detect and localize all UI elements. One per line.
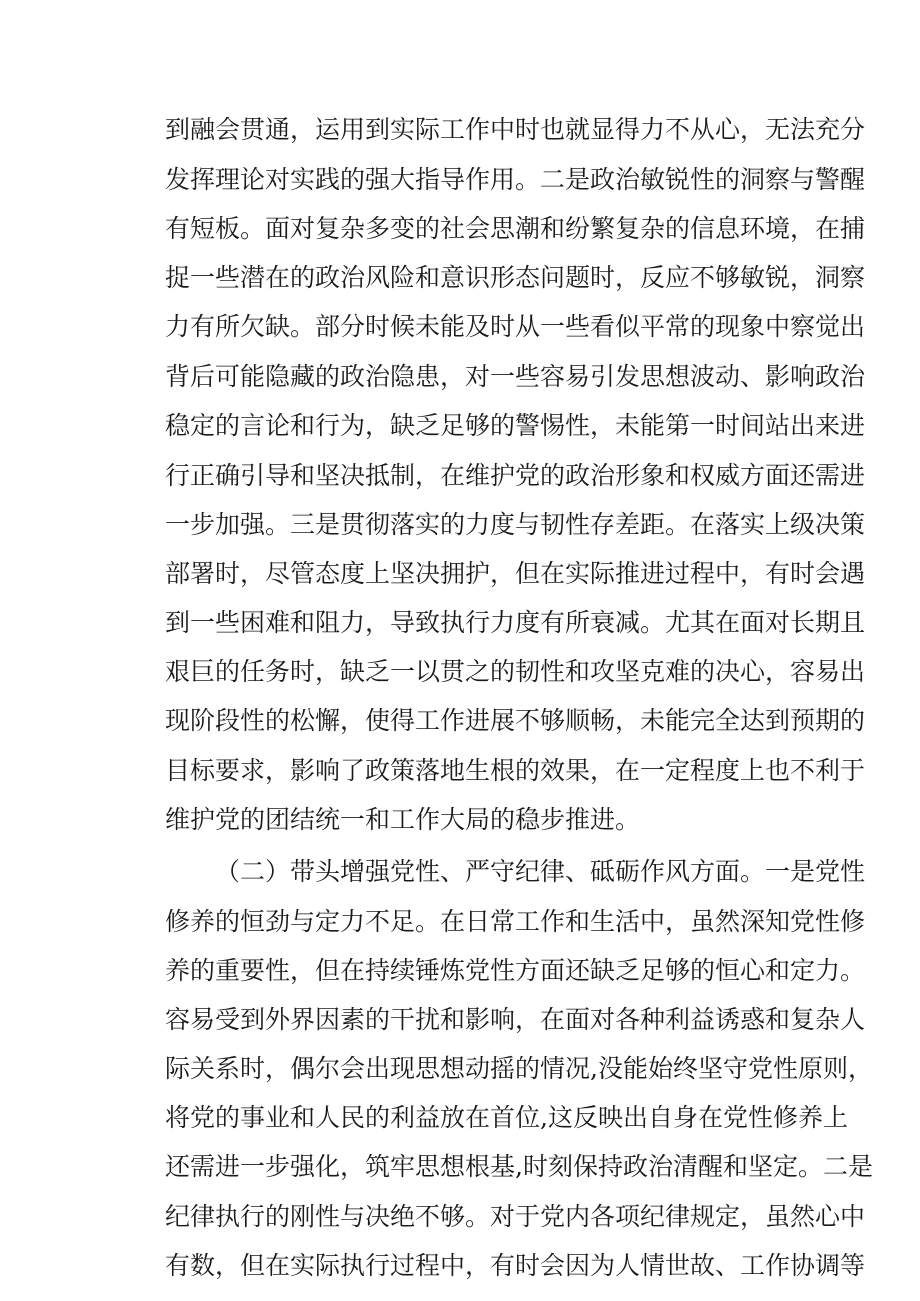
text-line: 到一些困难和阻力，导致执行力度有所衰减。尤其在面对长期且 [165,608,866,637]
text-line: 际关系时，偶尔会出现思想动摇的情况,没能始终坚守党性原则， [165,1054,873,1083]
text-line: 发挥理论对实践的强大指导作用。二是政治敏锐性的洞察与警醒 [165,165,866,194]
text-line: 现阶段性的松懈，使得工作进展不够顺畅，未能完全达到预期的 [165,706,866,735]
text-line: 有数，但在实际执行过程中，有时会因为人情世故、工作协调等 [165,1251,866,1280]
text-line: 将党的事业和人民的利益放在首位,这反映出自身在党性修养上 [165,1103,848,1132]
text-line: 力有所欠缺。部分时候未能及时从一些看似平常的现象中察觉出 [165,312,866,341]
text-line: 容易受到外界因素的干扰和影响，在面对各种利益诱惑和复杂人 [165,1005,866,1034]
paragraph-last-line: 维护党的团结统一和工作大局的稳步推进。 [165,805,641,834]
text-line: 目标要求，影响了政策落地生根的效果，在一定程度上也不利于 [165,756,866,785]
text-line: 修养的恒劲与定力不足。在日常工作和生活中，虽然深知党性修 [165,907,866,936]
text-line: 部署时，尽管态度上坚决拥护，但在实际推进过程中，有时会遇 [165,559,866,588]
text-line: 有短板。面对复杂多变的社会思潮和纷繁复杂的信息环境，在捕 [165,214,866,243]
text-line: 到融会贯通，运用到实际工作中时也就显得力不从心，无法充分 [165,115,866,144]
text-line: 背后可能隐藏的政治隐患，对一些容易引发思想波动、影响政治 [165,362,866,391]
text-line: 捉一些潜在的政治风险和意识形态问题时，反应不够敏锐，洞察 [165,263,866,292]
text-line: 稳定的言论和行为，缺乏足够的警惕性，未能第一时间站出来进 [165,411,866,440]
text-line: 纪律执行的刚性与决绝不够。对于党内各项纪律规定，虽然心中 [165,1202,866,1231]
text-line: 一步加强。三是贯彻落实的力度与韧性存差距。在落实上级决策 [165,510,866,539]
text-line: 艰巨的任务时，缺乏一以贯之的韧性和攻坚克难的决心，容易出 [165,657,866,686]
text-line: 养的重要性，但在持续锤炼党性方面还缺乏足够的恒心和定力。 [165,956,866,985]
text-line: 还需进一步强化，筑牢思想根基,时刻保持政治清醒和坚定。二是 [165,1152,873,1181]
text-line: 行正确引导和坚决抵制，在维护党的政治形象和权威方面还需进 [165,461,866,490]
section-heading-line: （二）带头增强党性、严守纪律、砥砺作风方面。一是党性 [215,857,866,886]
